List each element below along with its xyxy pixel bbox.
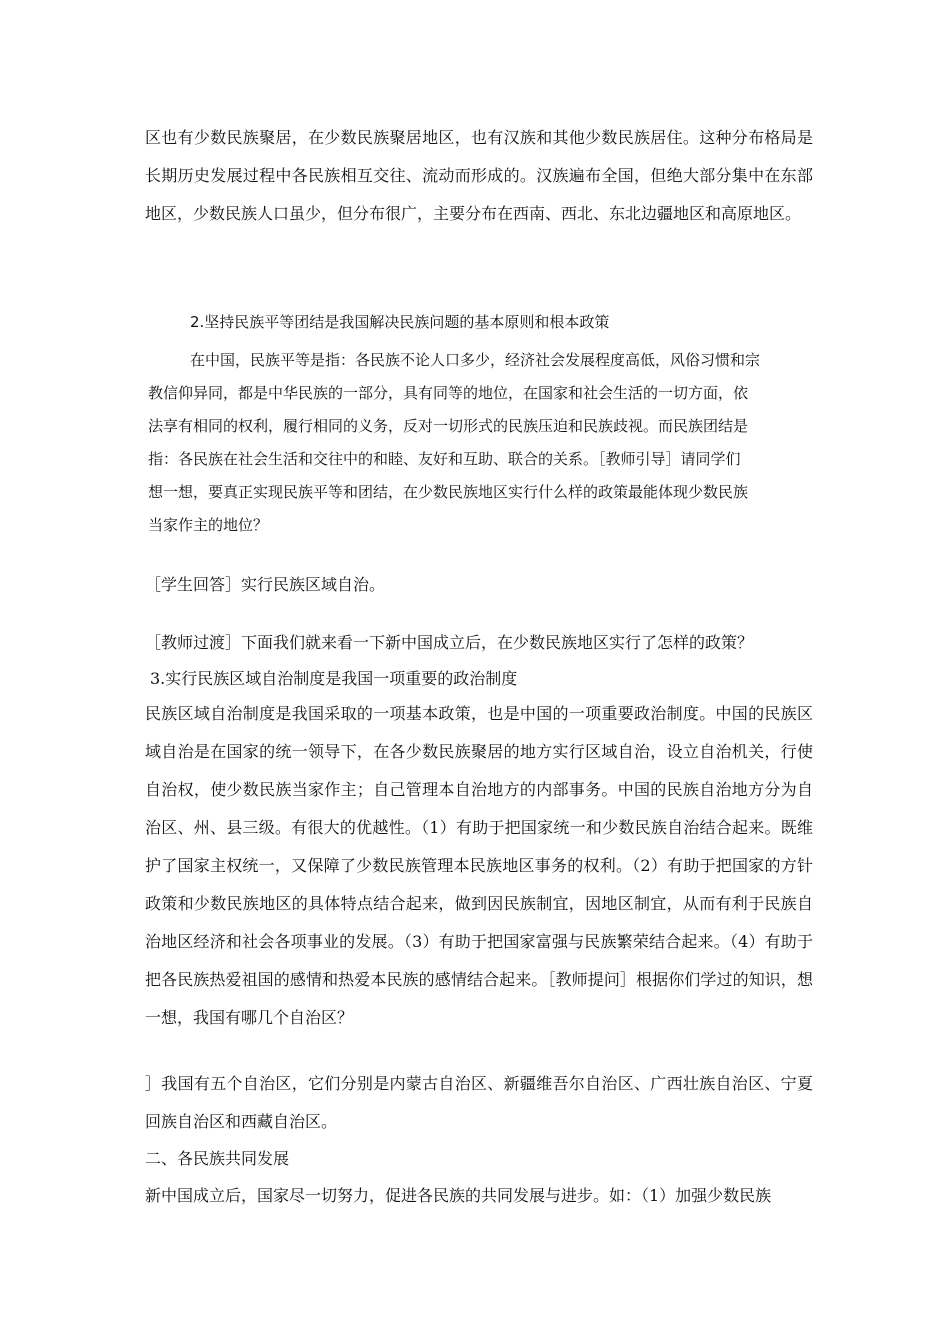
text-line: 当家作主的地位？ [148, 516, 269, 534]
section-heading-common-development: 二、各民族共同发展 [145, 1149, 290, 1168]
text-line: 想一想，要真正实现民族平等和团结，在少数民族地区实行什么样的政策最能体现少数民族 [148, 483, 749, 501]
heading-autonomy: 3.实行民族区域自治制度是我国一项重要的政治制度 [150, 669, 518, 688]
paragraph-common-development: 新中国成立后，国家尽一切努力，促进各民族的共同发展与进步。如：（1）加强少数民族 [145, 1186, 772, 1205]
paragraph-regions: ］我国有五个自治区，它们分别是内蒙古自治区、新疆维吾尔自治区、广西壮族自治区、宁夏回族自治区和西藏自治区。 [145, 1074, 813, 1131]
paragraph-distribution: 区也有少数民族聚居，在少数民族聚居地区，也有汉族和其他少数民族居住。这种分布格局是长期历史发展过程中各民族相互交往、流动而形成的。汉族遍布全国，但绝大部分集中在东部地区，少数民族人口虽少，但分布很广，主要分布在西南、西北、东北边疆地区和高原地区。 [145, 128, 813, 223]
text-line: 教信仰异同，都是中华民族的一部分，具有同等的地位，在国家和社会生活的一切方面，依 [148, 384, 749, 402]
teacher-transition: ［教师过渡］下面我们就来看一下新中国成立后，在少数民族地区实行了怎样的政策？ [145, 633, 754, 652]
heading-principle: 2.坚持民族平等团结是我国解决民族问题的基本原则和根本政策 [190, 313, 610, 331]
text-line: 法享有相同的权利，履行相同的义务，反对一切形式的民族压迫和民族歧视。而民族团结是 [148, 417, 749, 435]
paragraph-autonomy: 民族区域自治制度是我国采取的一项基本政策，也是中国的一项重要政治制度。中国的民族区域自治是在国家的统一领导下，在各少数民族聚居的地方实行区域自治，设立自治机关，行使自治权，使少数民族当家作主；自己管理本自治地方的内部事务。中国的民族自治地方分为自治区、州、县三级。有很大的优越性。（1）有助于把国家统一和少数民族自治结合起来。既维护了国家主权统一，又保障了少数民族管理本民族地区事务的权利。（2）有助于把国家的方针政策和少数民族地区的具体特点结合起来，做到因民族制宜，因地区制宜，从而有利于民族自治地区经济和社会各项事业的发展。（3）有助于把国家富强与民族繁荣结合起来。（4）有助于把各民族热爱祖国的感情和热爱本民族的感情结合起来。［教师提问］根据你们学过的知识，想一想，我国有哪几个自治区？ [145, 704, 813, 1027]
text-line: 指：各民族在社会生活和交往中的和睦、友好和互助、联合的关系。［教师引导］请同学们 [148, 450, 741, 468]
student-answer: ［学生回答］实行民族区域自治。 [145, 575, 386, 594]
text-line: 在中国，民族平等是指：各民族不论人口多少，经济社会发展程度高低，风俗习惯和宗 [190, 351, 761, 369]
